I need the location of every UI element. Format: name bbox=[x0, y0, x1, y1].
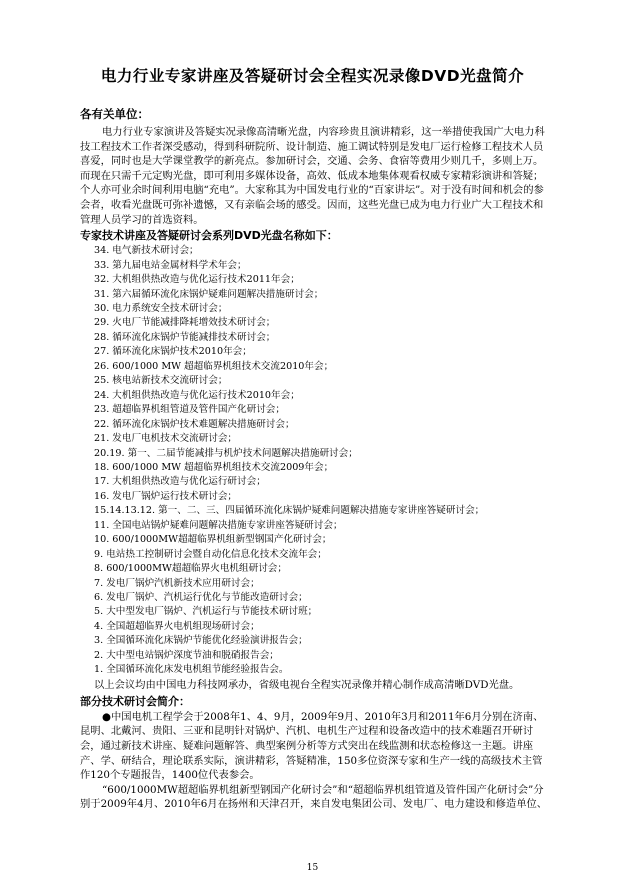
list-item: 5. 大中型发电厂锅炉、汽机运行与节能技术研讨班； bbox=[94, 606, 318, 618]
list-item: 22. 循环流化床锅炉技术难题解决措施研讨会； bbox=[94, 418, 295, 430]
list-item: 24. 大机组供热改造与优化运行技术2010年会； bbox=[94, 389, 300, 401]
list-item: 23. 超超临界机组管道及管件国产化研讨会； bbox=[94, 404, 285, 416]
list-item: 18. 600/1000 MW 超超临界机组技术交流2009年会； bbox=[94, 461, 334, 473]
list-item: 31. 第六届循环流化床锅炉疑难问题解决措施研讨会； bbox=[94, 288, 324, 300]
list-item: 8. 600/1000MW超超临界火电机组研讨会； bbox=[94, 563, 287, 575]
list-item: 34. 电气新技术研讨会； bbox=[94, 245, 199, 257]
list-item: 32. 大机组供热改造与优化运行技术2011年会； bbox=[94, 274, 300, 286]
series-note: 以上会议均由中国电力科技网承办，省级电视台全程实况录像并精心制作成高清晰DVD光盘。 bbox=[94, 678, 520, 691]
list-item: 25. 核电站新技术交流研讨会； bbox=[94, 375, 228, 387]
list-item: 11. 全国电站锅炉疑难问题解决措施专家讲座答疑研讨会； bbox=[94, 519, 343, 531]
document-body bbox=[80, 106, 550, 812]
list-item: 9. 电站热工控制研讨会暨自动化信息化技术交流年会； bbox=[94, 548, 327, 560]
intro-paragraph: 电力行业专家演讲及答疑实况录像高清晰光盘，内容珍贵且演讲精彩，这一举措使我国广大电力科技工程技术工作者深受感动，得到科研院所、设计制造、施工调试特别是发电厂运行检修工程技术人员喜爱，同时也是大学课堂教学的新亮点。参加研讨会，交通、会务、食宿等费用少则几千，多则上万。而现在只需千元定购光盘，即可利用多媒体设备，高效、低成本地集体观看权威专家精彩演讲和答疑；个人亦可业余时间利用电脑“充电”。大家称其为中国发电行业的“百家讲坛”。对于没有时间和机会的参会者，收看光盘既可弥补遗憾，又有亲临会场的感受。因而，这些光盘已成为电力行业广大工程技术和管理人员学习的首选资料。 bbox=[80, 126, 545, 226]
part-paragraph-1: ●中国电机工程学会于2008年1、4、9月，2009年9月、2010年3月和2011年6月分别在济南、昆明、北戴河、贵阳、三亚和昆明针对锅炉、汽机、电机生产过程和设备改造中的技术难题召开研讨会，通过新技术讲座、疑难问题解答、典型案例分析等方式突出在线监测和状态检修这一主题。讲座产、学、研结合，理论联系实际，演讲精彩，答疑精准，150多位资深专家和生产一线的高级技术主管作120个专题报告，1400位代表参会。 bbox=[80, 710, 544, 782]
list-item: 7. 发电厂锅炉汽机新技术应用研讨会； bbox=[94, 577, 260, 589]
document-title: 电力行业专家讲座及答疑研讨会全程实况录像DVD光盘简介 bbox=[100, 67, 525, 85]
list-item: 17. 大机组供热改造与优化运行研讨会； bbox=[94, 476, 266, 488]
page-number: 15 bbox=[306, 863, 319, 873]
list-item: 33. 第九届电站金属材料学术年会； bbox=[94, 259, 247, 271]
list-item: 20.19. 第一、二届节能减排与机炉技术问题解决措施研讨会； bbox=[94, 447, 358, 459]
list-item: 21. 发电厂电机技术交流研讨会； bbox=[94, 433, 238, 445]
list-item: 26. 600/1000 MW 超超临界机组技术交流2010年会； bbox=[94, 360, 334, 372]
part-paragraph-2: “600/1000MW超超临界机组新型钢国产化研讨会”和“超超临界机组管道及管件国产化研讨会”分别于2009年4月、2010年6月在扬州和天津召开，来自发电集团公司、发电厂、电力建设和修造单位、 bbox=[80, 783, 548, 811]
greeting: 各有关单位： bbox=[80, 107, 149, 121]
list-item: 10. 600/1000MW超超临界机组新型钢国产化研讨会； bbox=[94, 534, 332, 546]
list-item: 16. 发电厂锅炉运行技术研讨会； bbox=[94, 490, 238, 502]
series-list bbox=[80, 244, 550, 678]
list-item: 6. 发电厂锅炉、汽机运行优化与节能改造研讨会； bbox=[94, 592, 308, 604]
list-item: 4. 全国超超临界火电机组现场研讨会； bbox=[94, 620, 260, 632]
list-item: 15.14.13.12. 第一、二、三、四届循环流化床锅炉疑难问题解决措施专家讲座答疑研讨会； bbox=[94, 505, 485, 517]
list-item: 29. 火电厂节能减排降耗增效技术研讨会； bbox=[94, 317, 276, 329]
list-item: 1. 全国循环流化床发电机组节能经验报告会。 bbox=[94, 664, 289, 676]
list-item: 27. 循环流化床锅炉技术2010年会； bbox=[94, 346, 252, 358]
list-item: 2. 大中型电站锅炉深度节油和脱硝报告会； bbox=[94, 649, 279, 661]
list-item: 30. 电力系统安全技术研讨会； bbox=[94, 302, 228, 314]
list-item: 3. 全国循环流化床锅炉节能优化经验演讲报告会； bbox=[94, 635, 308, 647]
list-item: 28. 循环流化床锅炉节能减排技术研讨会； bbox=[94, 331, 276, 343]
series-heading: 专家技术讲座及答疑研讨会系列DVD光盘名称如下： bbox=[80, 229, 338, 243]
part-heading: 部分技术研讨会简介： bbox=[80, 694, 190, 708]
